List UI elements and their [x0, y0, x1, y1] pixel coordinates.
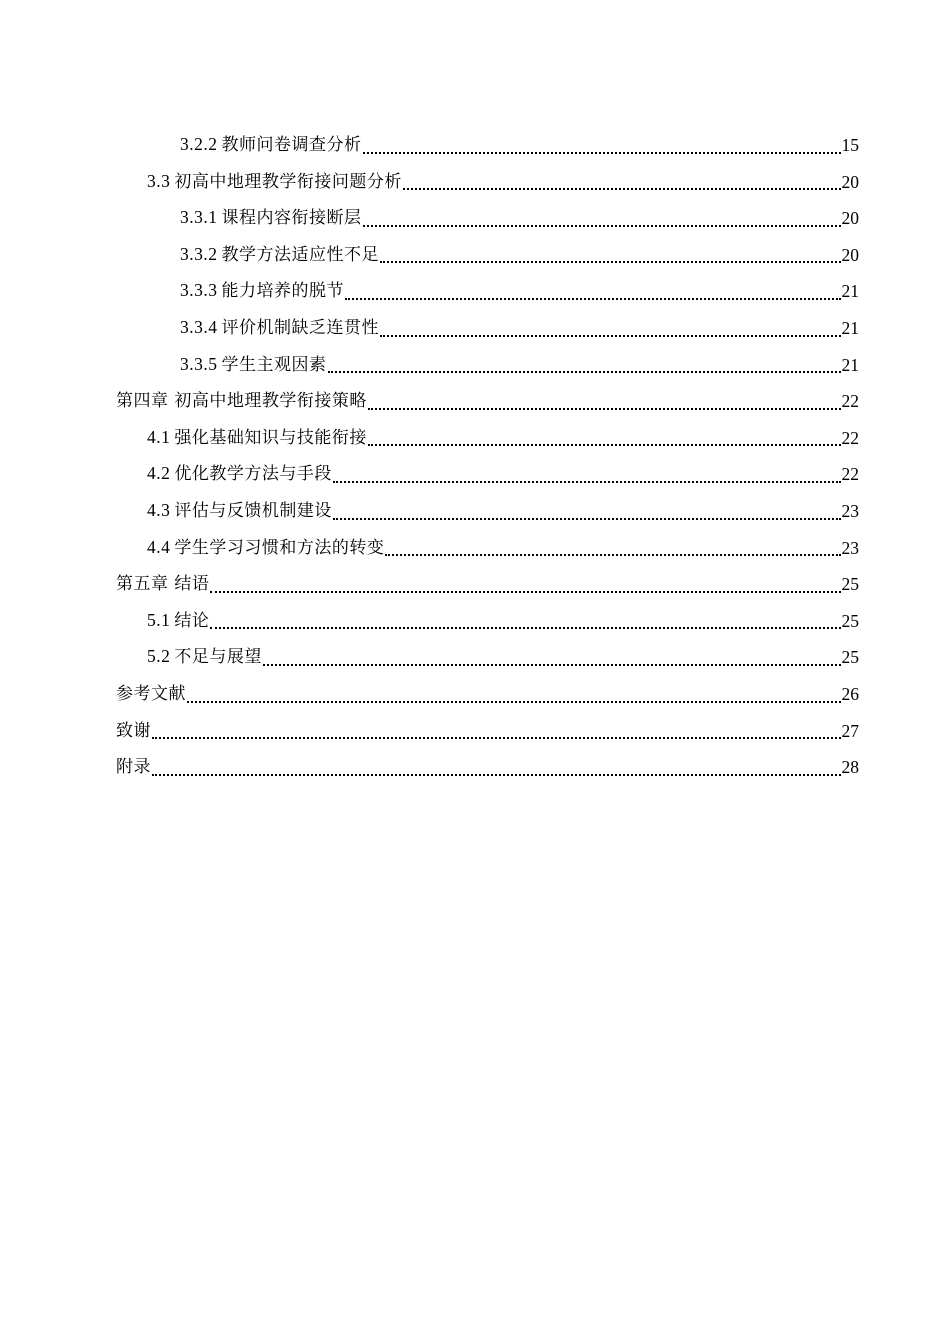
toc-entry-title: [180, 346, 327, 384]
dot-leader: [367, 383, 842, 420]
toc-entry-text: 初高中地理教学衔接问题分析: [174, 171, 402, 192]
toc-entry-number: 4.3: [147, 499, 171, 520]
toc-page-number: 20: [841, 171, 859, 192]
toc-entry-text: 课程内容衔接断层: [221, 208, 362, 229]
toc-page-number: 26: [841, 683, 859, 704]
toc-entry[interactable]: [116, 639, 859, 676]
toc-entry[interactable]: [116, 749, 859, 786]
toc-entry-text: 强化基础知识与技能衔接: [174, 427, 367, 448]
dot-leader: [344, 273, 842, 310]
toc-entry[interactable]: [116, 566, 859, 603]
dot-leader: [402, 164, 842, 201]
toc-page-number: 23: [841, 537, 859, 558]
toc-entry-text: 学生学习习惯和方法的转变: [174, 537, 385, 558]
toc-entry[interactable]: [116, 200, 859, 237]
toc-entry-number: 3.3.1: [180, 207, 218, 228]
toc-page-number: 25: [841, 647, 859, 668]
toc-page-number: 21: [841, 281, 859, 302]
toc-entry-title: [147, 492, 332, 530]
toc-entry-number: 4.1: [147, 426, 171, 447]
table-of-contents: [116, 127, 859, 786]
toc-entry[interactable]: [116, 273, 859, 310]
toc-entry[interactable]: [116, 603, 859, 640]
toc-entry-title: [180, 236, 379, 274]
toc-page-number: 23: [841, 500, 859, 521]
toc-entry-text: 评价机制缺乏连贯性: [221, 317, 379, 338]
dot-leader: [367, 420, 842, 457]
toc-entry-text: 优化教学方法与手段: [174, 464, 332, 485]
toc-entry-title: 第五章 结语: [116, 574, 210, 595]
dot-leader: [209, 603, 841, 640]
dot-leader: [332, 493, 842, 530]
toc-entry[interactable]: [116, 676, 859, 713]
toc-entry-text: 不足与展望: [174, 647, 262, 668]
toc-entry[interactable]: [116, 237, 859, 274]
toc-page-number: 25: [841, 574, 859, 595]
toc-entry[interactable]: [116, 456, 859, 493]
toc-entry[interactable]: [116, 310, 859, 347]
toc-entry-title: 致谢: [116, 720, 151, 741]
toc-page-number: 20: [841, 208, 859, 229]
dot-leader: [362, 127, 842, 164]
toc-entry-title: [147, 529, 384, 567]
dot-leader: [362, 200, 842, 237]
dot-leader: [209, 566, 841, 603]
toc-entry[interactable]: [116, 127, 859, 164]
toc-entry-text: 学生主观因素: [221, 354, 327, 375]
toc-entry-title: 第四章 初高中地理教学衔接策略: [116, 391, 367, 412]
toc-entry-number: 3.3.5: [180, 353, 218, 374]
toc-entry[interactable]: [116, 164, 859, 201]
toc-entry-number: 3.3.2: [180, 243, 218, 264]
dot-leader: [327, 347, 842, 384]
toc-page-number: 20: [841, 244, 859, 265]
toc-page-number: 21: [841, 354, 859, 375]
toc-entry-title: [147, 638, 262, 676]
toc-entry-title: [180, 272, 344, 310]
toc-entry-number: 4.2: [147, 463, 171, 484]
toc-page-number: 22: [841, 464, 859, 485]
toc-page-number: 22: [841, 427, 859, 448]
toc-entry-text: 结论: [174, 610, 210, 631]
toc-entry-title: [147, 163, 402, 201]
dot-leader: [151, 713, 842, 750]
toc-page-number: 27: [841, 720, 859, 741]
toc-entry-title: [147, 419, 367, 457]
dot-leader: [332, 456, 842, 493]
toc-entry-title: [147, 455, 332, 493]
toc-entry[interactable]: [116, 713, 859, 750]
toc-entry-number: 3.3.4: [180, 316, 218, 337]
toc-entry-number: 3.3: [147, 170, 171, 191]
toc-entry[interactable]: [116, 530, 859, 567]
toc-entry-title: [180, 309, 379, 347]
toc-entry-number: 4.4: [147, 536, 171, 557]
toc-entry-title: [180, 199, 362, 237]
toc-entry-text: 教学方法适应性不足: [221, 244, 379, 265]
toc-entry[interactable]: [116, 493, 859, 530]
toc-entry-title: 附录: [116, 757, 151, 778]
toc-entry[interactable]: [116, 347, 859, 384]
toc-entry-text: 评估与反馈机制建设: [174, 500, 332, 521]
toc-page-number: 28: [841, 757, 859, 778]
dot-leader: [151, 749, 842, 786]
toc-entry-number: 3.3.3: [180, 280, 218, 301]
dot-leader: [186, 676, 842, 713]
toc-entry-text: 能力培养的脱节: [221, 281, 344, 302]
toc-page-number: 21: [841, 317, 859, 338]
toc-entry-title: [180, 126, 362, 164]
dot-leader: [262, 639, 842, 676]
toc-entry-title: 参考文献: [116, 683, 186, 704]
dot-leader: [384, 530, 841, 567]
toc-page-number: 22: [841, 391, 859, 412]
toc-entry-number: 5.2: [147, 646, 171, 667]
toc-page-number: 15: [841, 135, 859, 155]
toc-entry-title: [147, 602, 209, 640]
dot-leader: [379, 237, 842, 274]
toc-entry[interactable]: [116, 383, 859, 420]
toc-entry[interactable]: [116, 420, 859, 457]
toc-entry-number: 5.1: [147, 609, 171, 630]
toc-page-number: 25: [841, 610, 859, 631]
toc-entry-number: 3.2.2: [180, 134, 218, 154]
dot-leader: [379, 310, 842, 347]
toc-entry-text: 教师问卷调查分析: [221, 135, 362, 155]
